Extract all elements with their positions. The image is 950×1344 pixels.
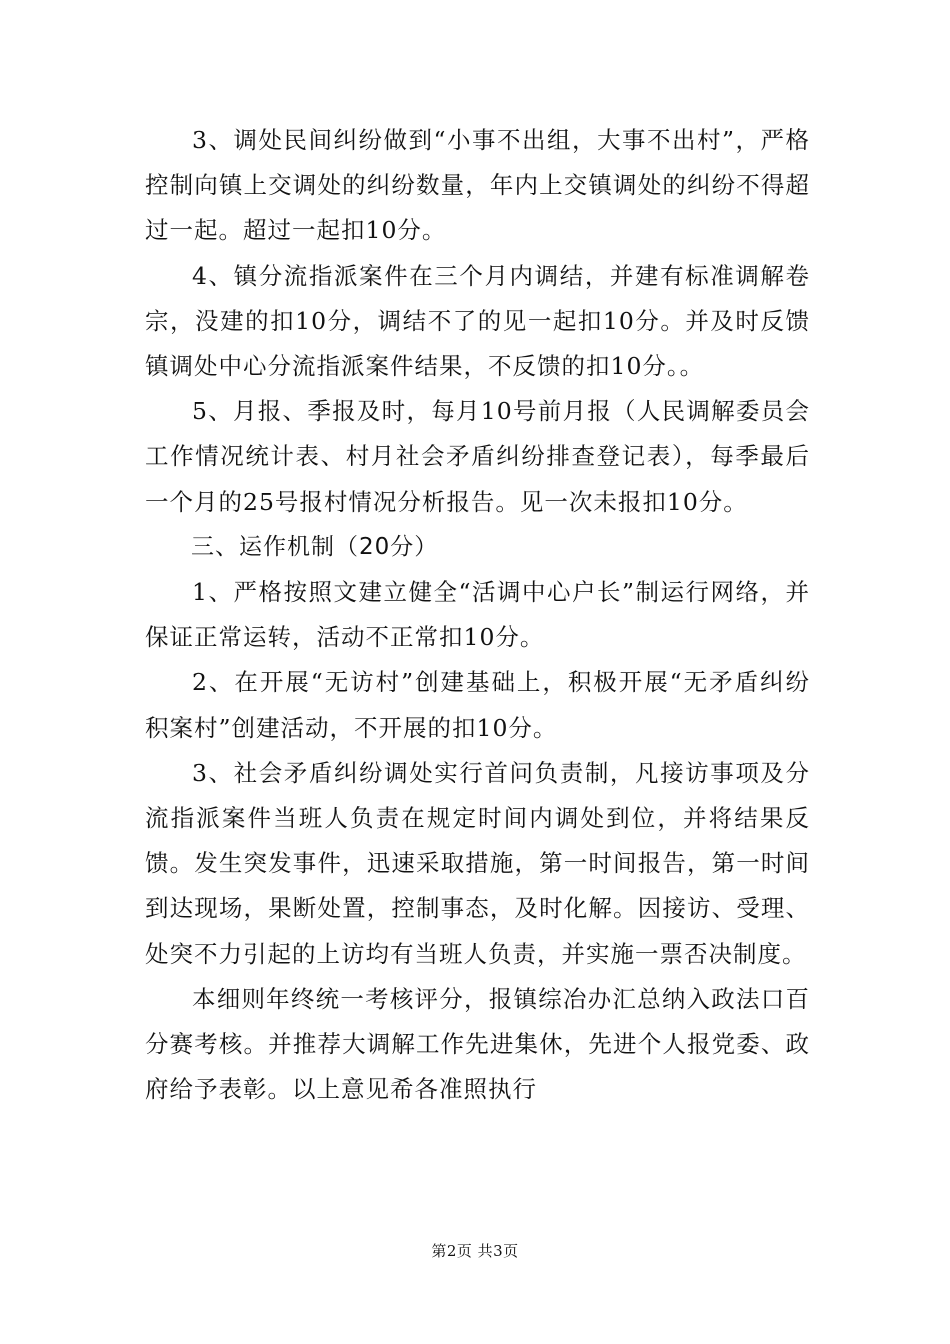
paragraph-item-4: 4、镇分流指派案件在三个月内调结，并建有标准调解卷宗，没建的扣10分，调结不了的见一起扣10分。并及时反馈镇调处中心分流指派案件结果，不反馈的扣10分。。 [145, 261, 810, 381]
paragraph-mechanism-2: 2、在开展“无访村”创建基础上，积极开展“无矛盾纠纷积案村”创建活动，不开展的扣10分。 [145, 668, 810, 742]
document-body [145, 118, 810, 1112]
section-heading-operation-mechanism: 三、运作机制（20分） [191, 533, 439, 560]
paragraph-mechanism-3: 3、社会矛盾纠纷调处实行首问负责制，凡接访事项及分流指派案件当班人负责在规定时间内调处到位，并将结果反馈。发生突发事件，迅速采取措施，第一时间报告，第一时间到达现场，果断处置，控制事态，及时化解。因接访、受理、处突不力引起的上访均有当班人负责，并实施一票否决制度。 [145, 758, 810, 968]
page-footer: 第2页 共3页 [431, 1242, 519, 1260]
paragraph-closing: 本细则年终统一考核评分，报镇综冶办汇总纳入政法口百分赛考核。并推荐大调解工作先进集休，先进个人报党委、政府给予表彰。以上意见希各准照执行 [145, 984, 810, 1104]
paragraph-item-5: 5、月报、季报及时，每月10号前月报（人民调解委员会工作情况统计表、村月社会矛盾纠纷排查登记表），每季最后一个月的25号报村情况分析报告。见一次未报扣10分。 [145, 397, 810, 516]
paragraph-mechanism-1: 1、严格按照文建立健全“活调中心户长”制运行网络，并保证正常运转，活动不正常扣10分。 [145, 578, 810, 652]
paragraph-item-3: 3、调处民间纠纷做到“小事不出组，大事不出村”，严格控制向镇上交调处的纠纷数量，年内上交镇调处的纠纷不得超过一起。超过一起扣10分。 [145, 126, 810, 245]
